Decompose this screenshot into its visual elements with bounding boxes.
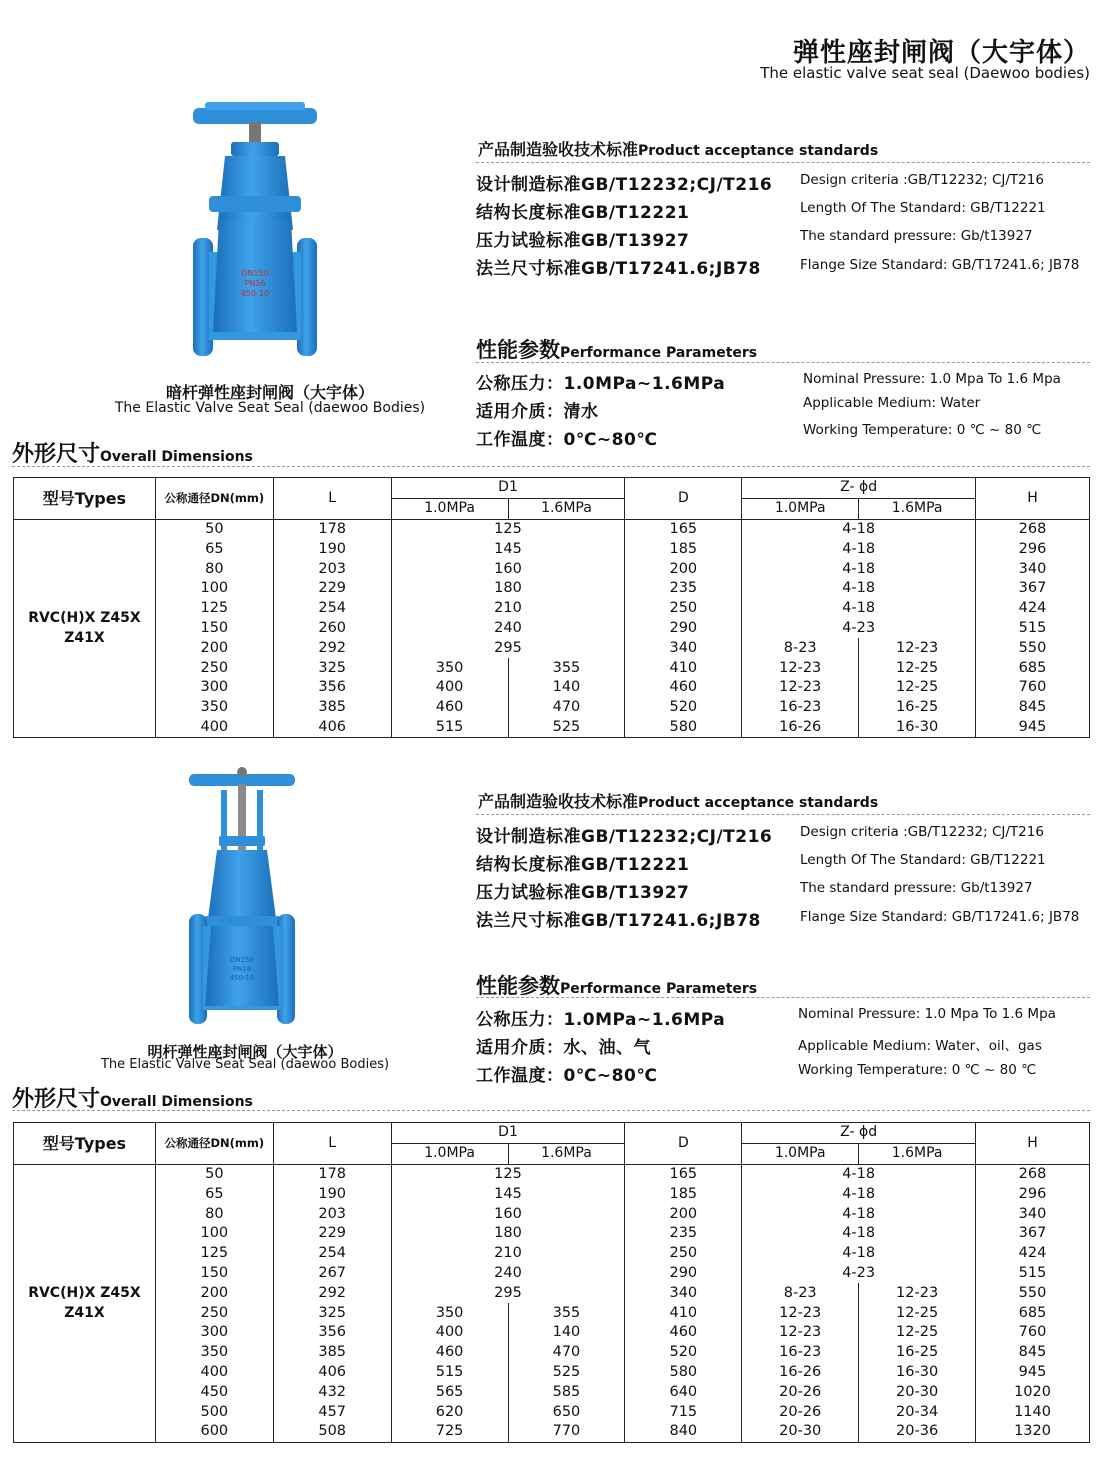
standard-en: Design criteria :GB/T12232; CJ/T216 — [800, 824, 1044, 840]
cell-d1-16mpa: 140 — [508, 1323, 625, 1343]
cell-d1: 210 — [391, 1244, 625, 1264]
table-row — [14, 1204, 1090, 1224]
col-header-l: L — [273, 478, 391, 520]
col-header-h: H — [976, 478, 1090, 520]
cell-l: 229 — [273, 579, 391, 599]
param-en: Nominal Pressure: 1.0 Mpa To 1.6 Mpa — [803, 371, 1061, 387]
table-row — [14, 539, 1090, 559]
param-cn: 工作温度：0℃~80℃ — [476, 1066, 658, 1086]
cell-z-16mpa: 12-25 — [859, 1303, 976, 1323]
table-row — [14, 599, 1090, 619]
acceptance-heading-en: Product acceptance standards — [638, 143, 879, 159]
cell-d: 410 — [625, 658, 742, 678]
cell-l: 325 — [273, 1303, 391, 1323]
standard-en: Design criteria :GB/T12232; CJ/T216 — [800, 172, 1044, 188]
acceptance-standards-heading — [478, 137, 878, 160]
divider — [476, 814, 1090, 815]
standard-en: Flange Size Standard: GB/T17241.6; JB78 — [800, 909, 1080, 924]
cell-z-16mpa: 12-23 — [859, 1283, 976, 1303]
cell-d: 235 — [625, 579, 742, 599]
cell-d: 200 — [625, 1204, 742, 1224]
cell-d1: 125 — [391, 519, 625, 539]
cell-l: 203 — [273, 1204, 391, 1224]
param-en: Working Temperature: 0 ℃ ~ 80 ℃ — [798, 1062, 1037, 1078]
cell-d: 250 — [625, 1244, 742, 1264]
cell-z-phid: 4-18 — [742, 1184, 976, 1204]
col-header-d: D — [625, 478, 742, 520]
image-caption-cn: 明杆弹性座封闸阀（大宇体） — [147, 1043, 343, 1061]
col-header-d1-10mpa: 1.0MPa — [391, 498, 508, 519]
performance-heading-en: Performance Parameters — [560, 981, 758, 997]
standard-en: The standard pressure: Gb/t13927 — [800, 228, 1033, 244]
cell-l: 356 — [273, 678, 391, 698]
table-row — [14, 1422, 1090, 1442]
cell-h: 550 — [976, 638, 1090, 658]
page-subtitle: The elastic valve seat seal (Daewoo bodies) — [760, 64, 1090, 82]
table-row — [14, 1343, 1090, 1363]
cell-h: 367 — [976, 1224, 1090, 1244]
cell-d1: 145 — [391, 539, 625, 559]
cell-dn: 80 — [155, 1204, 273, 1224]
col-header-d1-10mpa: 1.0MPa — [391, 1143, 508, 1164]
table-row — [14, 1363, 1090, 1383]
cell-l: 190 — [273, 1184, 391, 1204]
cell-dn: 450 — [155, 1382, 273, 1402]
model-line-1: RVC(H)X Z45X — [28, 610, 141, 627]
cell-d1-10mpa: 725 — [391, 1422, 508, 1442]
cell-dn: 500 — [155, 1402, 273, 1422]
cell-d1: 240 — [391, 1264, 625, 1284]
col-header-types: 型号Types — [14, 1123, 156, 1165]
standard-cn: 结构长度标准GB/T12221 — [476, 203, 690, 223]
param-en: Nominal Pressure: 1.0 Mpa To 1.6 Mpa — [798, 1006, 1056, 1022]
cell-d: 410 — [625, 1303, 742, 1323]
cell-dn: 80 — [155, 559, 273, 579]
cell-z-16mpa: 16-30 — [859, 718, 976, 738]
col-header-z-10mpa: 1.0MPa — [742, 1143, 859, 1164]
performance-heading-en: Performance Parameters — [560, 345, 758, 361]
cell-l: 254 — [273, 599, 391, 619]
cell-dn: 50 — [155, 519, 273, 539]
col-header-h: H — [976, 1123, 1090, 1165]
cell-d: 165 — [625, 1164, 742, 1184]
cell-h: 685 — [976, 658, 1090, 678]
valve-marking-line-3: 450-10 — [240, 289, 270, 298]
cell-dn: 65 — [155, 1184, 273, 1204]
divider — [476, 997, 1090, 998]
standard-cn: 压力试验标准GB/T13927 — [476, 231, 690, 251]
table-row — [14, 698, 1090, 718]
col-header-z-phid: Z- ϕd — [742, 1123, 976, 1144]
cell-d1-10mpa: 620 — [391, 1402, 508, 1422]
cell-d1-16mpa: 140 — [508, 678, 625, 698]
cell-d: 290 — [625, 1264, 742, 1284]
param-cn: 适用介质：水、油、气 — [476, 1038, 651, 1058]
cell-l: 406 — [273, 718, 391, 738]
standard-en: Length Of The Standard: GB/T12221 — [800, 852, 1046, 868]
cell-h: 296 — [976, 1184, 1090, 1204]
col-header-z-phid: Z- ϕd — [742, 478, 976, 499]
cell-d: 340 — [625, 1283, 742, 1303]
cell-z-phid: 4-18 — [742, 559, 976, 579]
cell-dn: 400 — [155, 1363, 273, 1383]
param-en: Working Temperature: 0 ℃ ~ 80 ℃ — [803, 422, 1042, 438]
cell-h: 1140 — [976, 1402, 1090, 1422]
cell-h: 760 — [976, 678, 1090, 698]
cell-dn: 50 — [155, 1164, 273, 1184]
cell-d1-10mpa: 350 — [391, 658, 508, 678]
cell-d: 290 — [625, 619, 742, 639]
cell-d1-10mpa: 515 — [391, 718, 508, 738]
cell-dn: 400 — [155, 718, 273, 738]
cell-dn: 150 — [155, 1264, 273, 1284]
cell-d1-16mpa: 470 — [508, 698, 625, 718]
cell-h: 515 — [976, 1264, 1090, 1284]
standard-cn: 法兰尺寸标准GB/T17241.6;JB78 — [476, 911, 761, 931]
cell-l: 260 — [273, 619, 391, 639]
image-caption-en: The Elastic Valve Seat Seal (daewoo Bodies) — [114, 400, 426, 416]
divider — [12, 1110, 1090, 1111]
cell-z-16mpa: 12-25 — [859, 678, 976, 698]
col-header-dn: 公称通径DN(mm) — [155, 1123, 273, 1165]
divider — [12, 466, 1090, 467]
cell-l: 203 — [273, 559, 391, 579]
dimensions-heading-en: Overall Dimensions — [100, 1094, 253, 1110]
cell-d1-16mpa: 355 — [508, 1303, 625, 1323]
cell-z-16mpa: 12-25 — [859, 1323, 976, 1343]
cell-dn: 65 — [155, 539, 273, 559]
cell-d: 250 — [625, 599, 742, 619]
table-row — [14, 718, 1090, 738]
table-row — [14, 678, 1090, 698]
cell-d1: 180 — [391, 579, 625, 599]
cell-h: 1020 — [976, 1382, 1090, 1402]
param-en: Applicable Medium: Water、oil、gas — [798, 1038, 1042, 1054]
col-header-l: L — [273, 1123, 391, 1165]
table-row — [14, 579, 1090, 599]
param-cn: 公称压力：1.0MPa~1.6MPa — [476, 374, 726, 394]
cell-d1: 145 — [391, 1184, 625, 1204]
dimensions-heading-cn: 外形尺寸 — [12, 442, 101, 467]
cell-z-10mpa: 16-23 — [742, 1343, 859, 1363]
cell-h: 1320 — [976, 1422, 1090, 1442]
cell-d1: 295 — [391, 1283, 625, 1303]
cell-d: 235 — [625, 1224, 742, 1244]
standards-en-column — [800, 824, 1100, 924]
table-row — [14, 658, 1090, 678]
table-row — [14, 1323, 1090, 1343]
standards-en-column — [800, 172, 1100, 272]
cell-z-16mpa: 20-34 — [859, 1402, 976, 1422]
image-caption-cn: 暗杆弹性座封闸阀（大宇体） — [165, 383, 374, 402]
cell-dn: 100 — [155, 579, 273, 599]
acceptance-heading-cn: 产品制造验收技术标准 — [478, 792, 639, 811]
cell-z-16mpa: 12-23 — [859, 638, 976, 658]
table-row — [14, 1164, 1090, 1184]
table-row — [14, 638, 1090, 658]
cell-z-16mpa: 20-36 — [859, 1422, 976, 1442]
model-type-cell — [14, 1164, 156, 1442]
cell-d: 580 — [625, 718, 742, 738]
cell-d1-16mpa: 525 — [508, 1363, 625, 1383]
cell-l: 406 — [273, 1363, 391, 1383]
cell-h: 845 — [976, 1343, 1090, 1363]
cell-d: 340 — [625, 638, 742, 658]
param-cn: 公称压力：1.0MPa~1.6MPa — [476, 1010, 726, 1030]
table-row — [14, 1382, 1090, 1402]
cell-z-10mpa: 16-23 — [742, 698, 859, 718]
standard-cn: 压力试验标准GB/T13927 — [476, 883, 690, 903]
cell-d1: 160 — [391, 1204, 625, 1224]
col-header-d: D — [625, 1123, 742, 1165]
divider — [476, 362, 1090, 363]
model-line-2: Z41X — [64, 1305, 105, 1322]
cell-d: 200 — [625, 559, 742, 579]
cell-z-16mpa: 20-30 — [859, 1382, 976, 1402]
cell-h: 268 — [976, 1164, 1090, 1184]
cell-dn: 125 — [155, 599, 273, 619]
table-row — [14, 1264, 1090, 1284]
performance-heading — [476, 334, 757, 364]
dimensions-table — [13, 1122, 1090, 1443]
acceptance-heading-cn: 产品制造验收技术标准 — [478, 140, 639, 159]
cell-h: 845 — [976, 698, 1090, 718]
valve-marking-line-1: DN150 — [241, 269, 269, 278]
table-row — [14, 1184, 1090, 1204]
image-caption-en: The Elastic Valve Seat Seal (daewoo Bodies) — [100, 1057, 390, 1072]
cell-d: 185 — [625, 539, 742, 559]
cell-z-10mpa: 20-26 — [742, 1382, 859, 1402]
cell-l: 356 — [273, 1323, 391, 1343]
concealed-stem-gate-valve-image — [185, 100, 325, 362]
table-row — [14, 559, 1090, 579]
cell-dn: 300 — [155, 1323, 273, 1343]
cell-d1-10mpa: 460 — [391, 698, 508, 718]
divider — [476, 162, 1090, 163]
cell-d1-10mpa: 400 — [391, 1323, 508, 1343]
cell-d: 520 — [625, 1343, 742, 1363]
cell-h: 367 — [976, 579, 1090, 599]
dimensions-heading-en: Overall Dimensions — [100, 449, 253, 465]
cell-d1: 160 — [391, 559, 625, 579]
table-row — [14, 1244, 1090, 1264]
overall-dimensions-heading — [12, 1082, 253, 1113]
performance-heading-cn: 性能参数 — [476, 338, 560, 362]
cell-h: 685 — [976, 1303, 1090, 1323]
cell-d1-16mpa: 355 — [508, 658, 625, 678]
cell-z-10mpa: 12-23 — [742, 658, 859, 678]
cell-z-phid: 4-18 — [742, 1204, 976, 1224]
cell-d1-10mpa: 565 — [391, 1382, 508, 1402]
cell-h: 268 — [976, 519, 1090, 539]
cell-z-phid: 4-18 — [742, 1224, 976, 1244]
valve-marking-line-1: DN150 — [230, 956, 254, 964]
standard-cn: 结构长度标准GB/T12221 — [476, 855, 690, 875]
cell-z-10mpa: 8-23 — [742, 1283, 859, 1303]
cell-h: 340 — [976, 1204, 1090, 1224]
cell-z-phid: 4-18 — [742, 1164, 976, 1184]
standard-en: Flange Size Standard: GB/T17241.6; JB78 — [800, 257, 1080, 272]
cell-l: 385 — [273, 1343, 391, 1363]
cell-dn: 125 — [155, 1244, 273, 1264]
table-row — [14, 1224, 1090, 1244]
dimensions-heading-cn: 外形尺寸 — [12, 1087, 101, 1112]
model-type-cell — [14, 519, 156, 738]
cell-d: 165 — [625, 519, 742, 539]
cell-h: 340 — [976, 559, 1090, 579]
cell-l: 508 — [273, 1422, 391, 1442]
valve-marking-line-3: 450-10 — [229, 974, 255, 982]
col-header-d1-16mpa: 1.6MPa — [508, 1143, 625, 1164]
cell-h: 760 — [976, 1323, 1090, 1343]
cell-l: 178 — [273, 519, 391, 539]
cell-dn: 150 — [155, 619, 273, 639]
cell-d1: 180 — [391, 1224, 625, 1244]
cell-h: 945 — [976, 718, 1090, 738]
table-row — [14, 1283, 1090, 1303]
cell-z-10mpa: 20-26 — [742, 1402, 859, 1422]
cell-d1-16mpa: 470 — [508, 1343, 625, 1363]
cell-d1-10mpa: 350 — [391, 1303, 508, 1323]
cell-z-10mpa: 16-26 — [742, 1363, 859, 1383]
page-title: 弹性座封闸阀（大宇体） — [792, 38, 1090, 68]
standard-cn: 设计制造标准GB/T12232;CJ/T216 — [476, 175, 773, 195]
cell-z-16mpa: 12-25 — [859, 658, 976, 678]
cell-z-phid: 4-18 — [742, 539, 976, 559]
cell-d: 580 — [625, 1363, 742, 1383]
model-line-1: RVC(H)X Z45X — [28, 1285, 141, 1302]
cell-d1-16mpa: 585 — [508, 1382, 625, 1402]
cell-h: 515 — [976, 619, 1090, 639]
cell-dn: 200 — [155, 1283, 273, 1303]
cell-z-10mpa: 12-23 — [742, 1303, 859, 1323]
cell-h: 945 — [976, 1363, 1090, 1383]
cell-l: 457 — [273, 1402, 391, 1422]
cell-z-10mpa: 8-23 — [742, 638, 859, 658]
cell-h: 424 — [976, 1244, 1090, 1264]
table-row — [14, 1303, 1090, 1323]
cell-l: 267 — [273, 1264, 391, 1284]
cell-z-16mpa: 16-25 — [859, 698, 976, 718]
cell-d: 715 — [625, 1402, 742, 1422]
acceptance-standards-heading — [478, 789, 878, 812]
cell-d1-10mpa: 400 — [391, 678, 508, 698]
col-header-z-16mpa: 1.6MPa — [859, 498, 976, 519]
cell-z-16mpa: 16-25 — [859, 1343, 976, 1363]
cell-z-10mpa: 12-23 — [742, 678, 859, 698]
cell-d: 460 — [625, 1323, 742, 1343]
cell-l: 254 — [273, 1244, 391, 1264]
cell-z-10mpa: 12-23 — [742, 1323, 859, 1343]
param-cn: 适用介质：清水 — [476, 402, 599, 422]
cell-z-phid: 4-18 — [742, 1244, 976, 1264]
table-row — [14, 519, 1090, 539]
rising-stem-gate-valve-image — [183, 766, 301, 1028]
cell-h: 424 — [976, 599, 1090, 619]
cell-l: 229 — [273, 1224, 391, 1244]
col-header-dn: 公称通径DN(mm) — [155, 478, 273, 520]
cell-l: 385 — [273, 698, 391, 718]
cell-dn: 250 — [155, 658, 273, 678]
cell-dn: 250 — [155, 1303, 273, 1323]
cell-d1-16mpa: 650 — [508, 1402, 625, 1422]
cell-d1: 210 — [391, 599, 625, 619]
cell-z-16mpa: 16-30 — [859, 1363, 976, 1383]
cell-d1: 125 — [391, 1164, 625, 1184]
cell-l: 432 — [273, 1382, 391, 1402]
cell-z-phid: 4-18 — [742, 599, 976, 619]
cell-dn: 300 — [155, 678, 273, 698]
table-row — [14, 619, 1090, 639]
cell-d: 185 — [625, 1184, 742, 1204]
cell-dn: 600 — [155, 1422, 273, 1442]
cell-d: 460 — [625, 678, 742, 698]
col-header-d1: D1 — [391, 478, 625, 499]
col-header-z-16mpa: 1.6MPa — [859, 1143, 976, 1164]
standard-en: Length Of The Standard: GB/T12221 — [800, 200, 1046, 216]
cell-h: 550 — [976, 1283, 1090, 1303]
table-row — [14, 1402, 1090, 1422]
cell-dn: 200 — [155, 638, 273, 658]
cell-z-10mpa: 20-30 — [742, 1422, 859, 1442]
cell-d: 520 — [625, 698, 742, 718]
cell-d: 640 — [625, 1382, 742, 1402]
cell-z-phid: 4-23 — [742, 1264, 976, 1284]
cell-l: 190 — [273, 539, 391, 559]
cell-d1-10mpa: 515 — [391, 1363, 508, 1383]
cell-z-10mpa: 16-26 — [742, 718, 859, 738]
col-header-d1-16mpa: 1.6MPa — [508, 498, 625, 519]
dimensions-table — [13, 477, 1090, 738]
cell-z-phid: 4-18 — [742, 579, 976, 599]
cell-d: 840 — [625, 1422, 742, 1442]
param-cn: 工作温度：0℃~80℃ — [476, 430, 658, 450]
overall-dimensions-heading — [12, 437, 253, 468]
cell-z-phid: 4-18 — [742, 519, 976, 539]
cell-dn: 350 — [155, 1343, 273, 1363]
model-line-2: Z41X — [64, 630, 105, 647]
standard-cn: 法兰尺寸标准GB/T17241.6;JB78 — [476, 259, 761, 279]
param-en: Applicable Medium: Water — [803, 395, 981, 411]
performance-heading-cn: 性能参数 — [476, 974, 560, 998]
cell-h: 296 — [976, 539, 1090, 559]
valve-marking-line-2: PN16 — [232, 965, 252, 973]
cell-l: 325 — [273, 658, 391, 678]
cell-d1: 295 — [391, 638, 625, 658]
col-header-z-10mpa: 1.0MPa — [742, 498, 859, 519]
col-header-types: 型号Types — [14, 478, 156, 520]
cell-d1-10mpa: 460 — [391, 1343, 508, 1363]
valve-marking-line-2: PN16 — [244, 279, 266, 288]
cell-z-phid: 4-23 — [742, 619, 976, 639]
cell-l: 178 — [273, 1164, 391, 1184]
col-header-d1: D1 — [391, 1123, 625, 1144]
acceptance-heading-en: Product acceptance standards — [638, 795, 879, 811]
standard-cn: 设计制造标准GB/T12232;CJ/T216 — [476, 827, 773, 847]
cell-dn: 350 — [155, 698, 273, 718]
cell-dn: 100 — [155, 1224, 273, 1244]
cell-d1: 240 — [391, 619, 625, 639]
cell-l: 292 — [273, 1283, 391, 1303]
standard-en: The standard pressure: Gb/t13927 — [800, 880, 1033, 896]
cell-d1-16mpa: 770 — [508, 1422, 625, 1442]
performance-heading — [476, 970, 757, 1000]
cell-d1-16mpa: 525 — [508, 718, 625, 738]
cell-l: 292 — [273, 638, 391, 658]
